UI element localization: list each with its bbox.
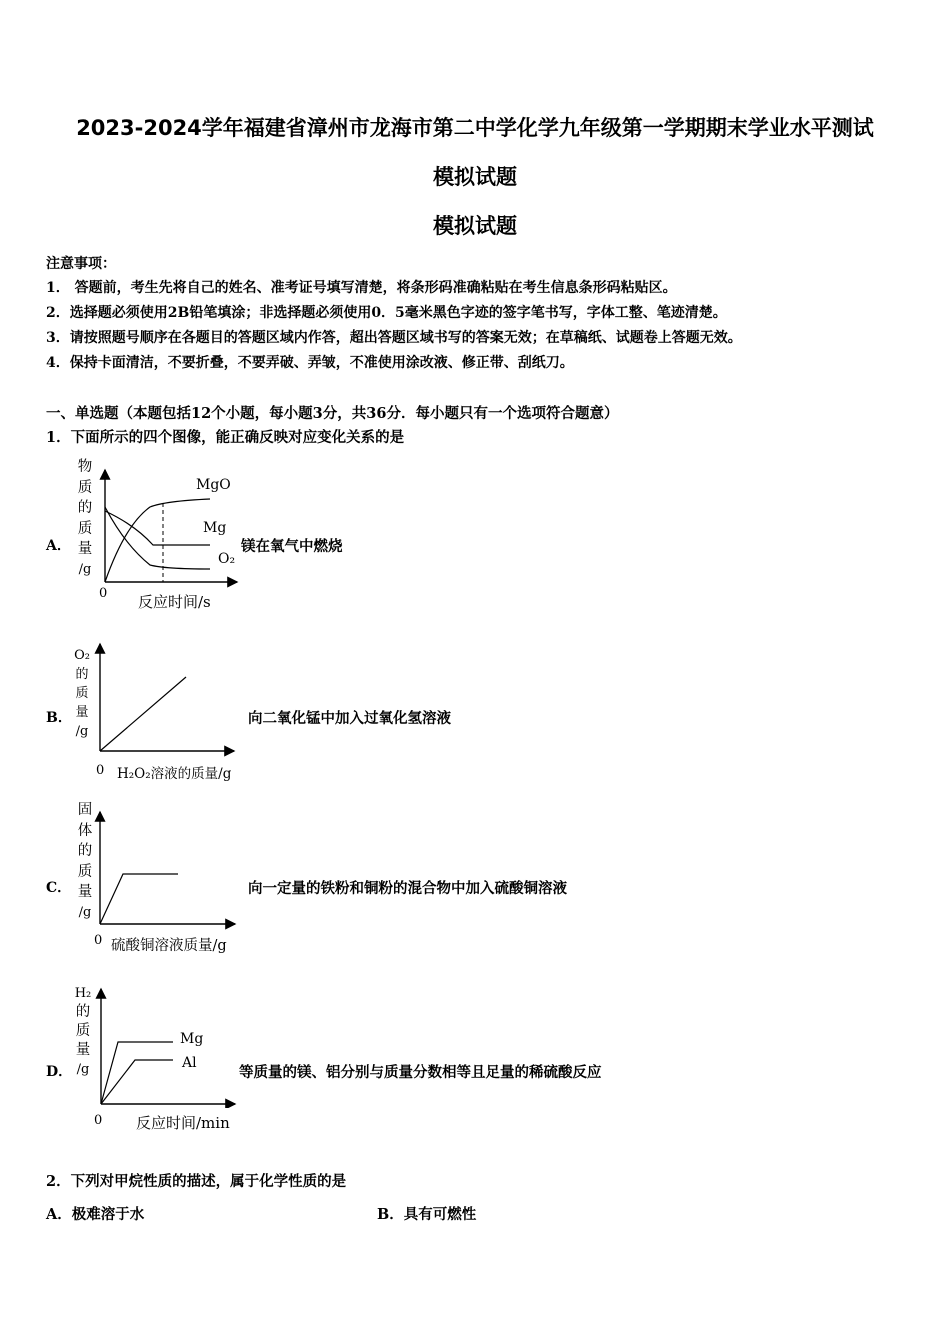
notice-item: 1． 答题前，考生先将自己的姓名、准考证号填写清楚，将条形码准确粘贴在考生信息条形码粘贴区。 (46, 280, 677, 296)
section-heading: 一、单选题（本题包括12个小题，每小题3分，共36分．每小题只有一个选项符合题意） (46, 405, 619, 422)
q2-option-b (377, 1203, 476, 1224)
option-letter: B． (377, 1206, 404, 1223)
ylabel-char: /g (78, 561, 92, 577)
ylabel-char: 质 (77, 479, 93, 496)
option-d-graph (93, 983, 243, 1108)
option-text: 极难溶于水 (71, 1206, 145, 1223)
option-d-letter: D． (46, 1064, 73, 1080)
ylabel-char: H₂ (74, 986, 92, 1001)
curve-label-al: Al (182, 1055, 197, 1071)
option-c-letter: C． (46, 880, 72, 896)
ylabel-char: 量 (75, 705, 89, 720)
curve-o2 (105, 507, 210, 569)
ylabel-char: 的 (77, 843, 93, 859)
curve-label-mg: Mg (203, 520, 227, 536)
option-c-ylabel (75, 800, 95, 923)
option-d-ylabel (72, 984, 94, 1079)
ylabel-char: 量 (75, 1042, 91, 1058)
curve-label-mgo: MgO (196, 477, 231, 493)
page-subtitle-repeat: 模拟试题 (433, 214, 517, 238)
ylabel-char: /g (76, 1062, 90, 1077)
curve-label-mg: Mg (180, 1031, 204, 1047)
notice-heading: 注意事项： (46, 256, 116, 272)
option-c-graph (93, 808, 243, 933)
option-c-description: 向一定量的铁粉和铜粉的混合物中加入硫酸铜溶液 (248, 880, 567, 897)
ylabel-char: O₂ (74, 648, 90, 663)
option-letter: A． (46, 1206, 72, 1223)
notice-item: 3．请按照题号顺序在各题目的答题区域内作答，超出答题区域书写的答案无效；在草稿纸、试题卷上答题无效。 (46, 330, 742, 346)
option-a-letter: A． (46, 538, 71, 554)
ylabel-char: 物 (77, 459, 93, 475)
origin-label: 0 (94, 1113, 103, 1128)
option-a-description: 镁在氧气中燃烧 (241, 538, 343, 555)
option-b-xlabel: H₂O₂溶液的质量/g (117, 766, 232, 782)
ylabel-char: 固 (77, 802, 93, 818)
ylabel-char: 量 (77, 884, 93, 900)
line-solid-mass (100, 874, 178, 924)
option-b-graph (92, 640, 242, 760)
ylabel-char: 质 (77, 520, 93, 537)
curve-mgo (105, 499, 210, 582)
ylabel-char: /g (78, 904, 92, 920)
ylabel-char: 的 (75, 667, 89, 682)
page-subtitle: 模拟试题 (433, 165, 517, 189)
origin-label: 0 (99, 586, 108, 601)
option-d-description: 等质量的镁、铝分别与质量分数相等且足量的稀硫酸反应 (239, 1064, 602, 1081)
page-title: 2023-2024学年福建省漳州市龙海市第二中学化学九年级第一学期期末学业水平测试 (76, 116, 874, 140)
ylabel-char: 质 (77, 863, 93, 880)
option-a-ylabel (75, 457, 95, 580)
notice-item: 4．保持卡面清洁，不要折叠，不要弄破、弄皱，不准使用涂改液、修正带、刮纸刀。 (46, 355, 574, 371)
option-c-xlabel: 硫酸铜溶液质量/g (111, 938, 227, 954)
option-d-xlabel: 反应时间/min (136, 1114, 230, 1132)
ylabel-char: 质 (75, 686, 89, 701)
ylabel-char: 的 (77, 500, 93, 516)
option-b-letter: B． (46, 710, 72, 726)
line-o2 (100, 677, 186, 751)
notice-item: 2．选择题必须使用2B铅笔填涂；非选择题必须使用0．5毫米黑色字迹的签字笔书写，字体工整、笔迹清楚。 (46, 305, 727, 321)
question-1-stem: 1．下面所示的四个图像，能正确反映对应变化关系的是 (46, 429, 405, 446)
question-2-stem: 2．下列对甲烷性质的描述，属于化学性质的是 (46, 1173, 347, 1190)
option-b-ylabel (71, 646, 93, 741)
ylabel-char: 量 (77, 541, 93, 557)
option-a-xlabel: 反应时间/s (138, 593, 211, 611)
ylabel-char: /g (75, 724, 89, 739)
ylabel-char: 质 (75, 1023, 91, 1039)
curve-label-o2: O₂ (218, 551, 236, 567)
option-text: 具有可燃性 (403, 1206, 477, 1223)
ylabel-char: 的 (75, 1004, 91, 1020)
curve-mg (105, 511, 210, 545)
q2-option-a (46, 1203, 144, 1224)
origin-label: 0 (94, 933, 103, 948)
ylabel-char: 体 (77, 822, 93, 839)
origin-label: 0 (96, 763, 105, 778)
line-mg (101, 1042, 173, 1104)
option-b-description: 向二氧化锰中加入过氧化氢溶液 (248, 710, 451, 727)
